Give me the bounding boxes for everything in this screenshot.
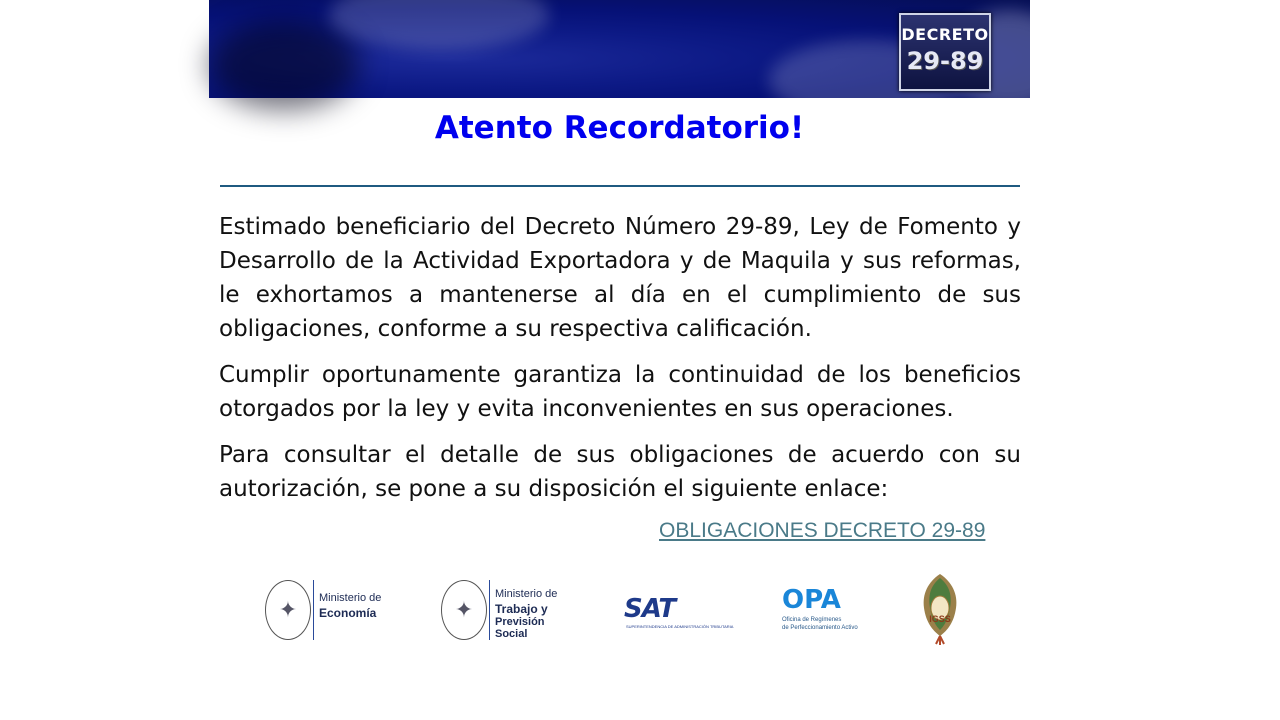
logo-divider xyxy=(489,580,490,640)
economia-line1: Ministerio de xyxy=(319,592,382,604)
logo-ministerio-economia xyxy=(265,578,385,642)
paragraph: Estimado beneficiario del Decreto Número 29-89, Ley de Fomento y Desarrollo de la Actividad Exportadora y de Maquila y sus reformas, le exhortamos a mantenerse al día en el cumplimiento de sus obligaciones, conforme a su respectiva calificación. xyxy=(219,214,1021,342)
logo-opa xyxy=(782,585,858,636)
obligaciones-link[interactable]: OBLIGACIONES DECRETO 29-89 xyxy=(659,519,986,542)
trabajo-line3: Previsión Social xyxy=(495,616,545,640)
paragraph: Para consultar el detalle de sus obligaciones de acuerdo con su autorización, se pone a su disposición el siguiente enlace: xyxy=(219,442,1021,502)
logo-divider xyxy=(313,580,314,640)
trabajo-line2: Trabajo y xyxy=(495,602,548,616)
guatemala-seal-icon: ✦ xyxy=(441,580,487,640)
sat-tagline: SUPERINTENDENCIA DE ADMINISTRACIÓN TRIBUTARIA xyxy=(626,624,734,629)
logo-igss xyxy=(918,572,962,646)
page-title: Atento Recordatorio! xyxy=(434,110,805,146)
banner-cloud xyxy=(329,0,549,50)
paragraph: Cumplir oportunamente garantiza la continuidad de los beneficios otorgados por la ley y evita inconvenientes en sus operaciones. xyxy=(219,362,1021,422)
banner-shadow xyxy=(209,20,359,110)
economia-line2: Economía xyxy=(319,606,377,620)
decreto-logo xyxy=(899,13,991,91)
opa-line1: Oficina de Regímenes xyxy=(782,617,842,623)
header-banner xyxy=(209,0,1030,98)
igss-wordmark: IGSS xyxy=(929,614,951,624)
igss-emblem-icon xyxy=(918,572,962,646)
sat-wordmark: SAT xyxy=(624,594,676,624)
guatemala-seal-icon: ✦ xyxy=(265,580,311,640)
opa-line2: de Perfeccionamiento Activo xyxy=(782,625,858,631)
decreto-logo-line1: DECRETO xyxy=(901,25,989,44)
decreto-logo-line2: 29-89 xyxy=(906,47,984,75)
opa-wordmark: OPA xyxy=(782,585,841,615)
logo-sat xyxy=(624,590,734,632)
trabajo-line1: Ministerio de xyxy=(495,588,558,600)
message-body xyxy=(219,210,1021,518)
divider xyxy=(220,185,1020,187)
logo-ministerio-trabajo xyxy=(441,578,571,642)
